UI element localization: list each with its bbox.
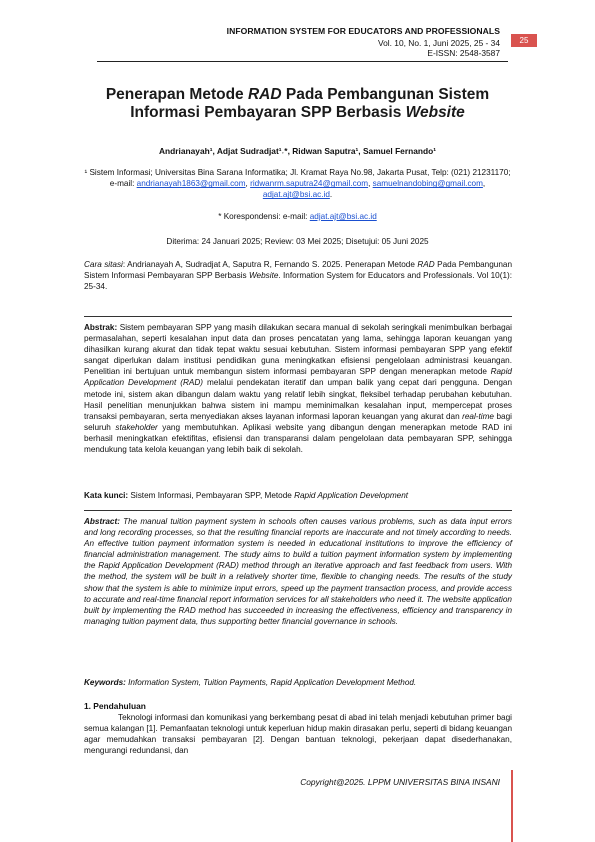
page-number-badge: 25 [511,34,537,47]
separator: , [482,179,486,189]
keywords-text: Information System, Tuition Payments, Rapid Application Development Method. [125,678,417,687]
journal-volume: Vol. 10, No. 1, Juni 2025, 25 - 34 [378,38,500,48]
citation-text: Pada Pembangunan Sistem Informasi Pembayaran SPP Berbasis [84,260,513,281]
title-text-2: Pada Pembangunan Sistem Informasi Pembayaran SPP Berbasis [130,86,490,121]
page-header [0,0,595,70]
kata-kunci-text: Sistem Informasi, Pembayaran SPP, Metode [128,491,295,500]
abstrak-text: yang membutuhkan. Aplikasi website yang dibangun dengan menerapkan metode RAD ini berhasil meningkatkan efektifitas, efisiensi dan transparansi dalam pengelolaan data pembayaran SPP, sehingga mendukung tata kelola keuangan yang lebih baik di sekolah. [84,422,512,455]
citation-text: . Information System for Educators and Professionals. Vol 10(1): 25-34. [84,271,513,292]
title-italic-website: Website [405,104,465,121]
page-footer: Copyright@2025. LPPM UNIVERSITAS BINA INSANI [300,777,500,787]
title-text: Penerapan Metode [105,86,248,103]
email-link-3[interactable]: samuelnandobing@gmail.com [372,179,483,189]
citation-italic: Website [248,271,279,281]
keywords-label: Keywords: [84,678,126,687]
journal-name: INFORMATION SYSTEM FOR EDUCATORS AND PROFESSIONALS [226,26,500,36]
title-italic-rad: RAD [247,86,282,103]
citation-label: Cara sitasi [84,260,123,269]
abstrak-italic: Rapid Application Development (RAD) [84,367,512,388]
citation-italic: RAD [417,260,435,269]
citation-text: : Andrianayah A, Sudradjat A, Saputra R, Fernando S. 2025. Penerapan Metode [122,260,418,269]
correspondence-email-link[interactable]: adjat.ajt@bsi.ac.id [309,212,377,221]
abstract-text: The manual tuition payment system in schools often causes various problems, such as data input errors and long recording processes, so that the resulting financial reports are inaccurate and not timely according to needs. An effective tuition payment information system is needed in educational institutions to improve the efficiency of financial administration management. The study aims to build a tuition payment information system by implementing the Rapid Application Development (RAD) method through an iterative approach and fast feedback from users. With the method, the system will be built in a relatively shorter time, flexible to changing needs. The results of the study show that the system is able to minimize input errors, speed up the payment transaction process, and provide access to accurate and real-time financial report information services for all stakeholders who need it. The website application built by implementing the RAD method has succeeded in increasing the effectiveness, efficiency and transparency in managing tuition payment data, thus supporting better financial governance in schools. [84,517,512,626]
abstrak-label: Abstrak: [84,323,118,332]
header-divider [97,61,508,62]
keywords [84,678,512,687]
separator: , [368,179,373,189]
abstract-mid-rule [84,510,512,511]
footer-accent-bar [511,770,513,842]
author-list: Andrianayah¹, Adjat Sudradjat¹˒*, Ridwan Saputra¹, Samuel Fernando¹ [158,146,437,156]
abstrak-text: Sistem pembayaran SPP yang masih dilakukan secara manual di sekolah seringkali menimbulkan berbagai permasalahan, seperti kesalahan input data dan proses pencatatan yang lama, sehingga laporan keuangan yang dihasilkan kurang akurat dan tidak tepat waktu sesuai kebutuhan. Sistem informasi pembayaran SPP yang efektif sangat diperlukan dalam institusi pendidikan guna meningkatkan efisiensi pengelolaan administrasi keuangan. Penelitian ini bertujuan untuk membangun sistem informasi pembayaran SPP dengan menerapkan metode [84,323,512,377]
section-body [84,712,512,756]
kata-kunci-label: Kata kunci: [84,491,129,500]
paper-title [80,86,515,122]
separator: . [329,190,333,200]
abstrak-italic: stakeholder [115,422,158,432]
abstract-en [84,516,512,627]
email-link-2[interactable]: ridwanrm.saputra24@gmail.com [250,179,369,189]
affiliation-text: ¹ Sistem Informasi; Universitas Bina Sarana Informatika; Jl. Kramat Raya No.98, Jakarta Pusat, Telp: (021) 21231170; e-mail: [84,168,511,189]
abstrak-text: bagi seluruh [84,411,512,432]
affiliation [84,167,511,201]
journal-eissn: E-ISSN: 2548-3587 [427,48,500,58]
correspondence-label: * Korespondensi: e-mail: [218,212,310,221]
kata-kunci [84,491,512,500]
separator: , [245,179,251,189]
email-link-4[interactable]: adjat.ajt@bsi.ac.id [262,190,330,200]
abstract-label: Abstract: [84,517,120,526]
kata-kunci-italic: Rapid Application Development [294,491,409,500]
abstrak-italic: real-time [462,411,494,421]
email-link-1[interactable]: andrianayah1863@gmail.com [136,179,246,189]
correspondence [84,212,511,221]
submission-dates: Diterima: 24 Januari 2025; Review: 03 Mei 2025; Disetujui: 05 Juni 2025 [166,237,429,246]
section-heading: 1. Pendahuluan [84,701,146,711]
abstract-top-rule [84,316,512,317]
section-body-text: Teknologi informasi dan komunikasi yang berkembang pesat di abad ini telah menjadi kebutuhan primer bagi semua kalangan [1]. Pemanfaatan teknologi untuk keperluan hidup makin dirasakan perlu, seperti di bidang keuangan agar memudahkan transaksi pembayaran [2]. Dengan bantuan teknologi, pekerjaan dapat disederhanakan, mengurangi redundansi, dan [84,713,512,756]
citation-block [84,259,512,293]
abstrak-id [84,322,512,455]
abstrak-text: melalui pendekatan iteratif dan umpan balik yang cepat dari pengguna. Dengan metode ini, sistem akan dibangun dalam waktu yang relatif lebih singkat, fleksibel terhadap perubahan kebutuhan. Hasil penelitian menunjukkan bahwa sistem ini mampu meminimalkan kesalahan input, mempercepat proses transaksi pembayaran, serta menyediakan akses layanan informasi laporan keuangan yang akurat dan [84,378,513,421]
